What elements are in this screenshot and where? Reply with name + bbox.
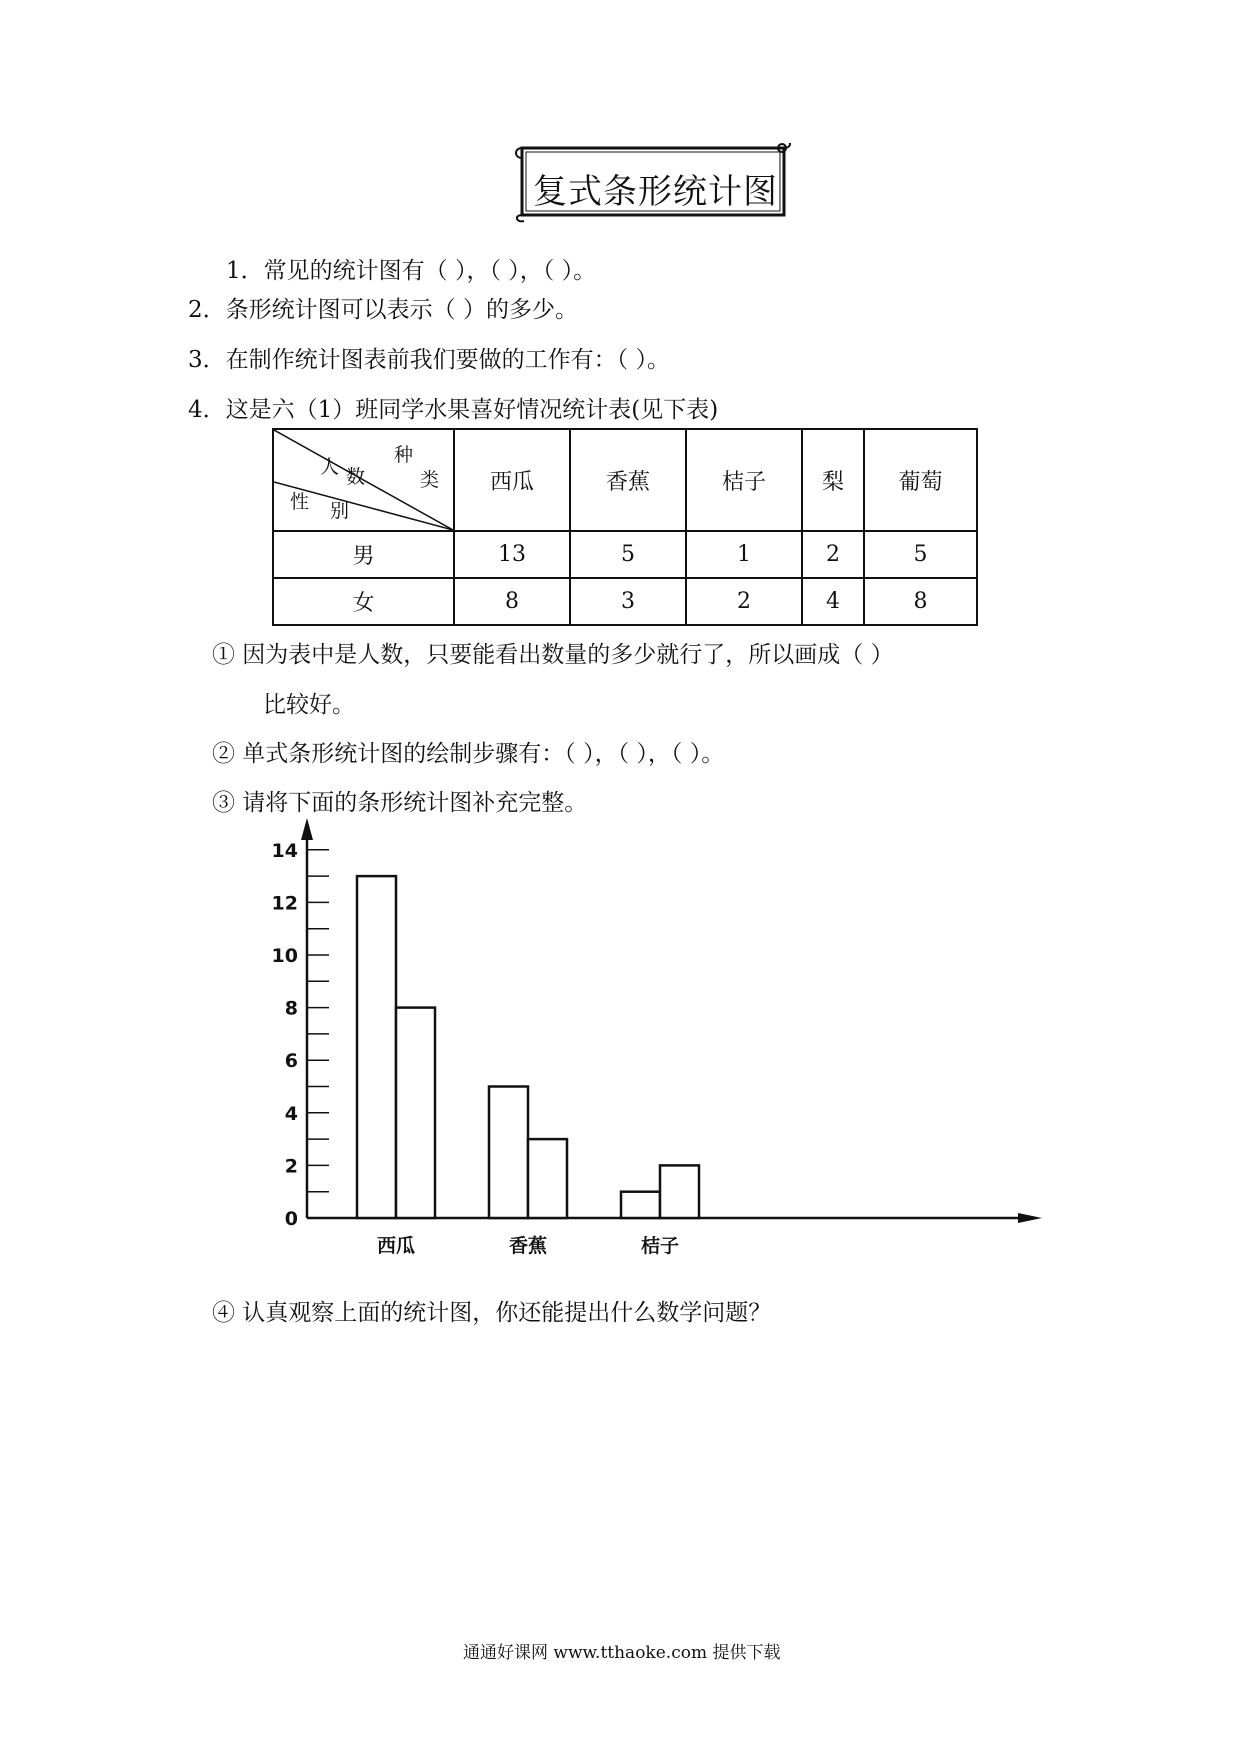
page-title: 复式条形统计图 bbox=[533, 172, 778, 212]
x-axis-arrow bbox=[1018, 1213, 1042, 1223]
row-label: 女 bbox=[273, 578, 454, 625]
table-cell: 3 bbox=[570, 578, 686, 625]
sub-question-2: ② 单式条形统计图的绘制步骤有：（ ），（ ），（ ）。 bbox=[212, 741, 725, 767]
footer-source: 通通好课网 www.tthaoke.com 提供下载 bbox=[463, 1643, 781, 1663]
column-header: 西瓜 bbox=[454, 429, 570, 531]
question-2: 2．条形统计图可以表示（ ）的多少。 bbox=[188, 297, 578, 323]
y-tick-label: 2 bbox=[284, 1155, 298, 1178]
bar-chart bbox=[0, 810, 1240, 1260]
table-diagonal-header bbox=[273, 429, 454, 531]
category-label: 西瓜 bbox=[376, 1235, 416, 1257]
sub-question-1b: 比较好。 bbox=[263, 692, 355, 718]
y-tick-label: 4 bbox=[284, 1102, 298, 1125]
table-cell: 2 bbox=[802, 531, 864, 578]
sub-question-4: ④ 认真观察上面的统计图，你还能提出什么数学问题？ bbox=[212, 1300, 772, 1326]
table-cell: 8 bbox=[454, 578, 570, 625]
question-1: 1．常见的统计图有（ ），（ ），（ ）。 bbox=[226, 258, 597, 284]
y-tick-label: 8 bbox=[284, 997, 298, 1020]
question-4: 4．这是六（1）班同学水果喜好情况统计表(见下表) bbox=[188, 397, 719, 423]
y-axis-arrow bbox=[301, 818, 313, 840]
header-kind-1: 种 bbox=[394, 444, 414, 466]
table-cell: 5 bbox=[864, 531, 977, 578]
bar bbox=[528, 1139, 567, 1218]
column-header: 桔子 bbox=[686, 429, 802, 531]
sub-question-1a: ① 因为表中是人数，只要能看出数量的多少就行了，所以画成（ ） bbox=[212, 642, 894, 668]
column-header: 香蕉 bbox=[570, 429, 686, 531]
fruit-preference-table bbox=[272, 428, 978, 626]
category-label: 桔子 bbox=[640, 1235, 680, 1257]
y-tick-label: 10 bbox=[271, 945, 298, 967]
y-tick-label: 0 bbox=[284, 1208, 298, 1230]
category-label: 香蕉 bbox=[508, 1235, 548, 1257]
header-gender-1: 性 bbox=[290, 491, 310, 513]
table-cell: 8 bbox=[864, 578, 977, 625]
y-tick-label: 6 bbox=[284, 1050, 298, 1073]
header-kind-2: 类 bbox=[420, 469, 440, 491]
bar bbox=[621, 1192, 660, 1218]
row-label: 男 bbox=[273, 531, 454, 578]
y-tick-label: 12 bbox=[271, 892, 298, 915]
column-header: 梨 bbox=[802, 429, 864, 531]
table-cell: 13 bbox=[454, 531, 570, 578]
bar bbox=[660, 1165, 699, 1218]
header-count-1: 人 bbox=[320, 456, 340, 478]
sub-question-3: ③ 请将下面的条形统计图补充完整。 bbox=[212, 790, 588, 816]
header-count-2: 数 bbox=[346, 466, 366, 488]
y-tick-label: 14 bbox=[271, 839, 298, 862]
header-gender-2: 别 bbox=[330, 500, 350, 522]
bar bbox=[489, 1087, 528, 1219]
table-cell: 5 bbox=[570, 531, 686, 578]
column-header: 葡萄 bbox=[864, 429, 977, 531]
table-cell: 1 bbox=[686, 531, 802, 578]
bar bbox=[396, 1008, 435, 1218]
table-cell: 4 bbox=[802, 578, 864, 625]
question-3: 3．在制作统计图表前我们要做的工作有：（ ）。 bbox=[188, 347, 670, 373]
table-cell: 2 bbox=[686, 578, 802, 625]
bar bbox=[357, 876, 396, 1218]
